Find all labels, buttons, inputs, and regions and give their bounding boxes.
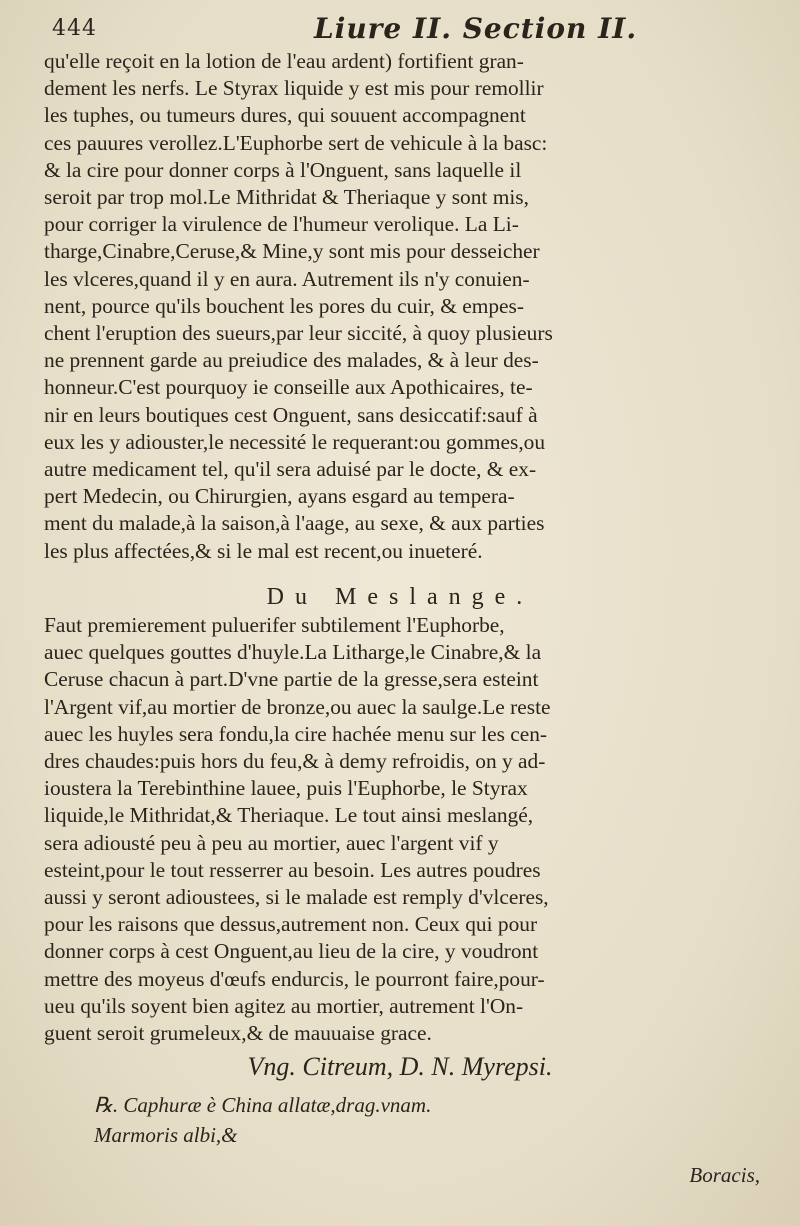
- text-line: tharge,Cinabre,Ceruse,& Mine,y sont mis pour desseicher: [44, 239, 540, 264]
- section-heading: Du Meslange.: [266, 584, 534, 610]
- text-line: & la cire pour donner corps à l'Onguent, sans laquelle il: [44, 157, 522, 182]
- text-line: les vlceres,quand il y en aura. Autrement ils n'y conuien-: [44, 266, 530, 291]
- recipe-title: Vng. Citreum, D. N. Myrepsi.: [247, 1052, 553, 1081]
- text-line: ioustera la Terebinthine lauee, puis l'Euphorbe, le Styrax: [44, 776, 528, 801]
- text-line: pour les raisons que dessus,autrement non. Ceux qui pour: [44, 912, 538, 937]
- text-line: mettre des moyeus d'œufs endurcis, le pourront faire,pour-: [44, 966, 545, 991]
- recipe-ingredients: [94, 1090, 734, 1150]
- text-line: aussi y seront adioustees, si le malade est remply d'vlceres,: [44, 885, 549, 910]
- text-line: nir en leurs boutiques cest Onguent, sans desiccatif:sauf à: [44, 402, 538, 427]
- text-line: dres chaudes:puis hors du feu,& à demy refroidis, on y ad-: [44, 749, 546, 774]
- recipe-line: ℞. Caphuræ è China allatæ,drag.vnam.: [94, 1093, 432, 1117]
- text-line: ne prennent garde au preiudice des malades, & à leur des-: [44, 348, 539, 373]
- text-line: les tuphes, ou tumeurs dures, qui souuent accompagnent: [44, 103, 526, 128]
- text-line: Ceruse chacun à part.D'vne partie de la gresse,sera esteint: [44, 667, 539, 692]
- page-header: [52, 12, 752, 46]
- text-line: eux les y adiouster,le necessité le requerant:ou gommes,ou: [44, 429, 546, 454]
- text-line: Faut premierement puluerifer subtilement l'Euphorbe,: [44, 613, 505, 637]
- text-line: auec les huyles sera fondu,la cire hachée menu sur les cen-: [44, 721, 548, 746]
- catchword: Boracis,: [689, 1163, 760, 1187]
- text-line: guent seroit grumeleux,& de mauuaise grace.: [44, 1021, 432, 1046]
- text-line: ces pauures verollez.L'Euphorbe sert de vehicule à la basc:: [44, 130, 548, 155]
- recipe-line: Marmoris albi,&: [94, 1123, 238, 1147]
- text-line: chent l'eruption des sueurs,par leur siccité, à quoy plusieurs: [44, 321, 553, 346]
- text-line: honneur.C'est pourquoy ie conseille aux Apothicaires, te-: [44, 375, 533, 400]
- text-line: sera adiousté peu à peu au mortier, auec l'argent vif y: [44, 830, 499, 855]
- text-line: ment du malade,à la saison,à l'aage, au sexe, & aux parties: [44, 511, 545, 536]
- text-line: qu'elle reçoit en la lotion de l'eau ardent) fortifient gran-: [44, 49, 524, 73]
- text-line: l'Argent vif,au mortier de bronze,ou auec la saulge.Le reste: [44, 694, 551, 719]
- text-line: auec quelques gouttes d'huyle.La Litharge,le Cinabre,& la: [44, 640, 542, 665]
- text-line: ueu qu'ils soyent bien agitez au mortier, autrement l'On-: [44, 993, 524, 1018]
- text-line: seroit par trop mol.Le Mithridat & Theriaque y sont mis,: [44, 185, 529, 210]
- page-number: 444: [52, 16, 97, 41]
- text-line: pour corriger la virulence de l'humeur verolique. La Li-: [44, 212, 519, 237]
- text-line: pert Medecin, ou Chirurgien, ayans esgard au tempera-: [44, 484, 515, 509]
- text-line: dement les nerfs. Le Styrax liquide y est mis pour remollir: [44, 76, 544, 101]
- text-line: donner corps à cest Onguent,au lieu de la cire, y voudront: [44, 939, 539, 964]
- paragraph-main: [44, 48, 782, 565]
- text-line: les plus affectées,& si le mal est recent,ou inueteré.: [44, 538, 483, 563]
- text-line: liquide,le Mithridat,& Theriaque. Le tout ainsi meslangé,: [44, 803, 534, 828]
- paragraph-meslange: [44, 612, 782, 1047]
- running-head: Liure II. Section II.: [314, 12, 638, 45]
- text-line: autre medicament tel, qu'il sera aduisé par le docte, & ex-: [44, 457, 537, 482]
- text-line: esteint,pour le tout resserrer au besoin. Les autres poudres: [44, 857, 541, 882]
- text-line: nent, pource qu'ils bouchent les pores du cuir, & empes-: [44, 293, 525, 318]
